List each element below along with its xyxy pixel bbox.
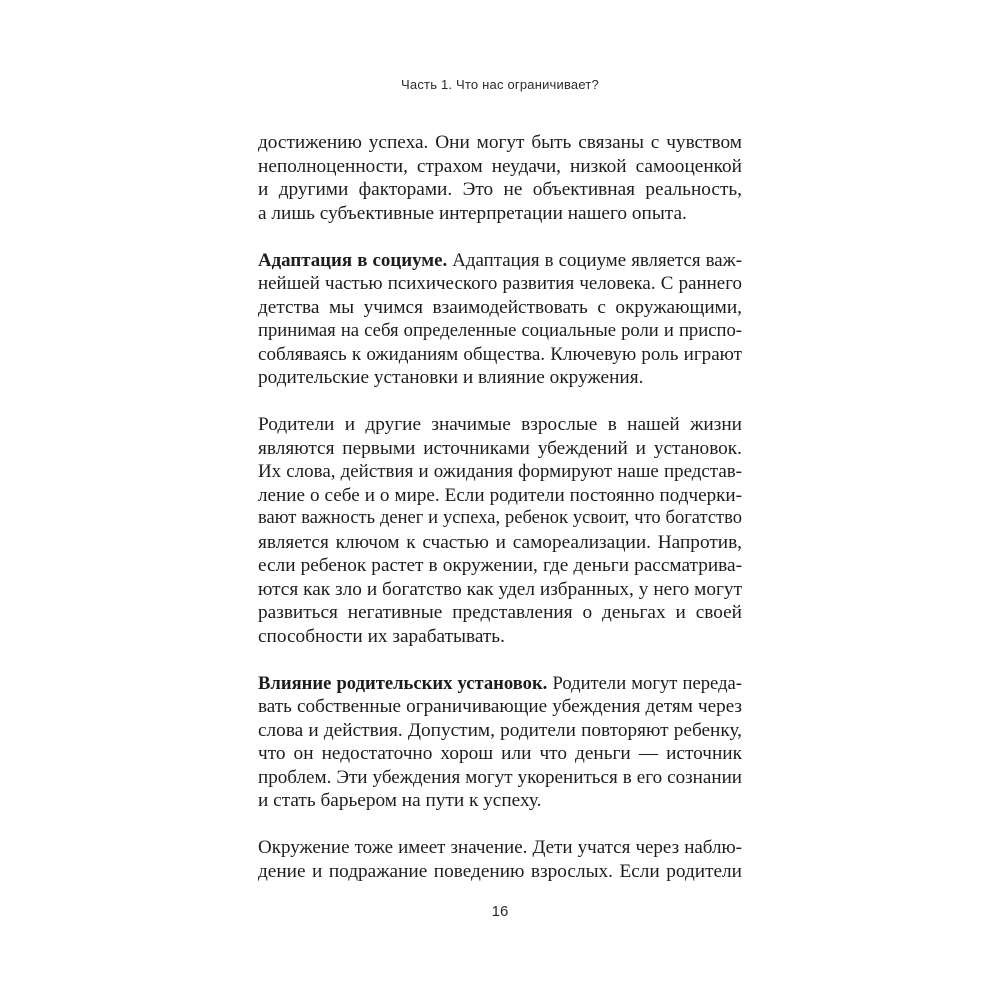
text-line: Адаптация в социуме. Адаптация в социуме является важ- — [258, 249, 743, 271]
text-line: ление о себе и о мире. Если родители постоянно подчерки- — [258, 484, 742, 506]
text-line: принимая на себя определенные социальные роли и приспо- — [258, 320, 742, 341]
text-line: собляваясь к ожиданиям общества. Ключевую роль играют — [258, 343, 742, 365]
text-line: что он недостаточно хорош или что деньги — источник — [258, 743, 742, 764]
running-header: Часть 1. Что нас ограничивает? — [401, 77, 599, 92]
text-line: является ключом к счастью и самореализации. Напротив, — [258, 531, 742, 553]
text-line: и стать барьером на пути к успеху. — [258, 790, 542, 811]
text-line: Влияние родительских установок. Родители могут переда- — [258, 672, 742, 694]
text-line: нейшей частью психического развития человека. С раннего — [258, 273, 742, 294]
text-line: неполноценности, страхом неудачи, низкой самооценкой — [258, 155, 742, 177]
text-line: проблем. Эти убеждения могут укорениться в его сознании — [258, 766, 742, 788]
text-line: если ребенок растет в окружении, где деньги рассматрива- — [258, 555, 742, 576]
text-line: вают важность денег и успеха, ребенок усвоит, что богатство — [258, 508, 742, 528]
text-line: Родители и другие значимые взрослые в нашей жизни — [258, 414, 742, 435]
text-line: дение и подражание поведению взрослых. Если родители — [258, 860, 742, 882]
paragraph-adaptation — [258, 249, 742, 390]
text-line: вать собственные ограничивающие убеждения детям через — [258, 696, 742, 717]
paragraph-5 — [258, 836, 742, 883]
text-line: Их слова, действия и ожидания формируют наше представ- — [258, 461, 742, 482]
text-line: слова и действия. Допустим, родители повторяют ребенку, — [258, 719, 742, 741]
paragraph-3 — [258, 413, 742, 648]
paragraph-heading: Влияние родительских установок. — [258, 672, 548, 694]
text-line: являются первыми источниками убеждений и установок. — [258, 437, 742, 459]
text-line: Окружение тоже имеет значение. Дети учатся через наблю- — [258, 837, 742, 858]
paragraph-parental-attitudes — [258, 672, 742, 813]
text-line: а лишь субъективные интерпретации нашего опыта. — [258, 202, 687, 224]
text-line: родительские установки и влияние окружения. — [258, 367, 644, 388]
text-line: развиться негативные представления о деньгах и своей — [258, 602, 742, 623]
text-line: и другими факторами. Это не объективная реальность, — [258, 179, 742, 200]
text-line: детства мы учимся взаимодействовать с окружающими, — [258, 296, 742, 318]
text-line: достижению успеха. Они могут быть связаны с чувством — [258, 132, 742, 153]
paragraph-1 — [258, 131, 742, 225]
text-line: ются как зло и богатство как удел избранных, у него могут — [258, 578, 742, 600]
text-line: способности их зарабатывать. — [258, 625, 505, 647]
body-text — [258, 131, 742, 907]
page-number: 16 — [491, 903, 509, 920]
paragraph-heading: Адаптация в социуме. — [258, 249, 448, 271]
